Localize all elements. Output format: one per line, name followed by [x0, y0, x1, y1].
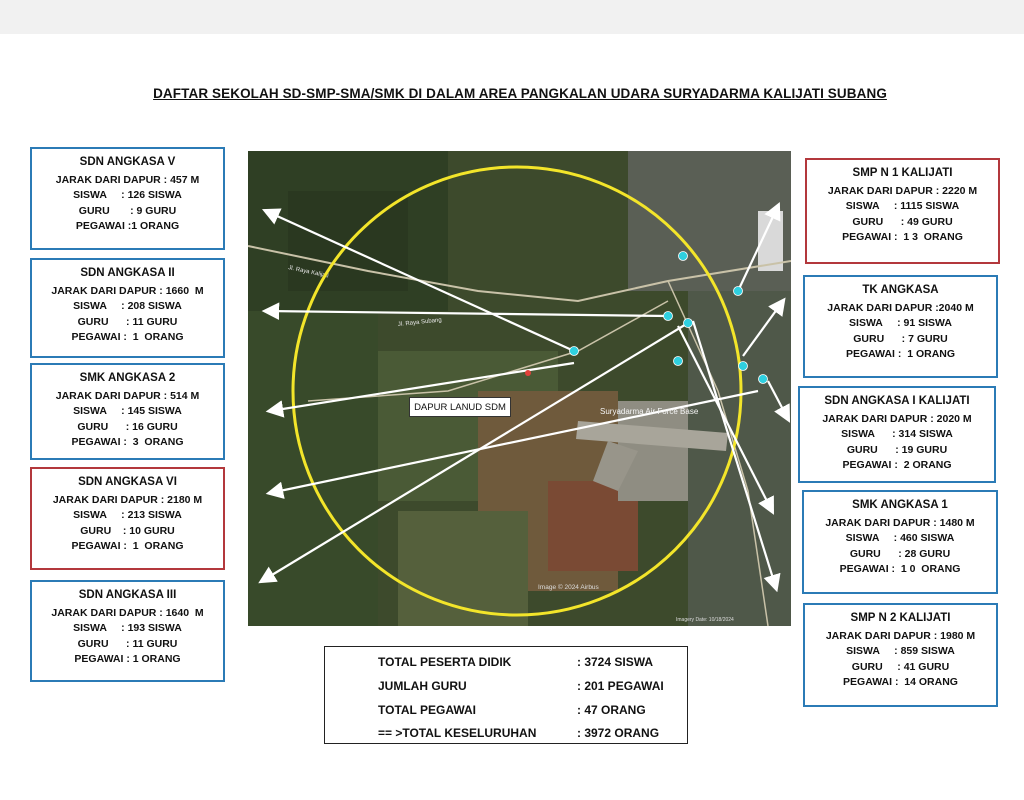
school-students: SISWA : 460 SISWA: [845, 532, 955, 544]
school-staff: PEGAWAI : 3 ORANG: [71, 436, 184, 448]
school-staff: PEGAWAI : 1 ORANG: [71, 331, 184, 343]
school-name: SMK ANGKASA 1: [852, 499, 948, 511]
summary-label: == >TOTAL KESELURUHAN: [378, 726, 537, 740]
school-teachers: GURU : 7 GURU: [853, 332, 948, 345]
school-staff: PEGAWAI : 1 ORANG: [71, 540, 184, 552]
school-staff: PEGAWAI : 1 0 ORANG: [839, 563, 961, 575]
school-card[interactable]: [30, 258, 225, 358]
satellite-map[interactable]: [248, 151, 791, 626]
dapur-label: DAPUR LANUD SDM: [409, 397, 511, 417]
school-name: SDN ANGKASA VI: [78, 476, 177, 488]
school-card[interactable]: [798, 386, 996, 483]
school-distance: JARAK DARI DAPUR : 2180 M: [52, 493, 203, 506]
school-name: SDN ANGKASA III: [78, 589, 177, 601]
school-distance: JARAK DARI DAPUR : 2020 M: [822, 412, 972, 425]
school-students: SISWA : 1115 SISWA: [845, 200, 960, 212]
school-card[interactable]: [30, 580, 225, 682]
school-card[interactable]: [802, 490, 998, 594]
summary-value: : 3972 ORANG: [577, 726, 660, 740]
school-students: SISWA : 208 SISWA: [73, 300, 182, 312]
school-name: SDN ANGKASA V: [79, 156, 176, 168]
school-teachers: GURU : 11 GURU: [77, 637, 178, 650]
summary-label: TOTAL PEGAWAI: [378, 703, 477, 717]
school-card[interactable]: [803, 275, 998, 378]
school-name: SMK ANGKASA 2: [79, 372, 176, 384]
summary-value: : 47 ORANG: [577, 703, 646, 717]
dapur-marker: [525, 370, 531, 376]
school-distance: JARAK DARI DAPUR :2040 M: [827, 301, 974, 314]
school-students: SISWA : 859 SISWA: [846, 645, 955, 657]
school-staff: PEGAWAI : 1 ORANG: [74, 653, 181, 665]
summary-value: : 201 PEGAWAI: [577, 679, 664, 693]
road-label-2: Jl. Raya Subang: [397, 317, 442, 328]
school-card[interactable]: [30, 363, 225, 460]
school-name: SMP N 2 KALIJATI: [850, 612, 951, 624]
school-distance: JARAK DARI DAPUR : 457 M: [55, 173, 200, 186]
school-staff: PEGAWAI : 14 ORANG: [843, 676, 958, 688]
school-name: SDN ANGKASA I KALIJATI: [824, 395, 970, 407]
school-students: SISWA : 193 SISWA: [73, 622, 182, 634]
school-students: SISWA : 213 SISWA: [73, 509, 182, 521]
school-distance: JARAK DARI DAPUR : 2220 M: [827, 184, 978, 197]
school-distance: JARAK DARI DAPUR : 1480 M: [825, 516, 975, 529]
school-teachers: GURU : 41 GURU: [851, 660, 950, 673]
school-card[interactable]: [30, 467, 225, 570]
road-label: Jl. Raya Kalijati: [287, 265, 329, 280]
school-distance: JARAK DARI DAPUR : 1660 M: [51, 284, 204, 297]
school-card[interactable]: [803, 603, 998, 707]
top-bar: [0, 0, 1024, 34]
school-distance: JARAK DARI DAPUR : 1640 M: [51, 606, 204, 619]
school-name: SDN ANGKASA II: [80, 267, 175, 279]
summary-label: JUMLAH GURU: [378, 679, 467, 693]
imagery-credit: Image © 2024 Airbus: [538, 584, 599, 591]
school-students: SISWA : 126 SISWA: [73, 189, 182, 201]
school-students: SISWA : 314 SISWA: [841, 428, 953, 440]
school-teachers: GURU : 10 GURU: [80, 524, 175, 537]
school-staff: PEGAWAI : 2 ORANG: [842, 459, 952, 471]
school-students: SISWA : 145 SISWA: [73, 405, 182, 417]
summary-box: [324, 646, 688, 744]
school-teachers: GURU : 16 GURU: [77, 420, 178, 433]
map-canvas: [248, 151, 791, 626]
summary-label: TOTAL PESERTA DIDIK: [378, 655, 512, 669]
school-teachers: GURU : 11 GURU: [77, 315, 178, 328]
school-staff: PEGAWAI : 1 ORANG: [845, 348, 956, 360]
school-staff: PEGAWAI :1 ORANG: [75, 220, 180, 232]
page-title: DAFTAR SEKOLAH SD-SMP-SMA/SMK DI DALAM AREA PANGKALAN UDARA SURYADARMA KALIJATI SUBANG: [153, 86, 887, 101]
imagery-date: Imagery Date: 10/18/2024: [676, 617, 734, 623]
summary-value: : 3724 SISWA: [577, 655, 654, 669]
school-distance: JARAK DARI DAPUR : 514 M: [55, 389, 200, 402]
school-card[interactable]: [30, 147, 225, 250]
school-staff: PEGAWAI : 1 3 ORANG: [842, 231, 963, 243]
school-teachers: GURU : 9 GURU: [78, 204, 177, 217]
school-teachers: GURU : 49 GURU: [852, 215, 953, 228]
school-teachers: GURU : 19 GURU: [846, 443, 948, 456]
school-teachers: GURU : 28 GURU: [849, 547, 951, 560]
school-name: TK ANGKASA: [862, 284, 939, 296]
base-label: Suryadarma Air Force Base: [600, 407, 699, 416]
school-students: SISWA : 91 SISWA: [849, 317, 952, 329]
school-card[interactable]: [805, 158, 1000, 264]
school-name: SMP N 1 KALIJATI: [852, 167, 953, 179]
school-distance: JARAK DARI DAPUR : 1980 M: [825, 629, 976, 642]
